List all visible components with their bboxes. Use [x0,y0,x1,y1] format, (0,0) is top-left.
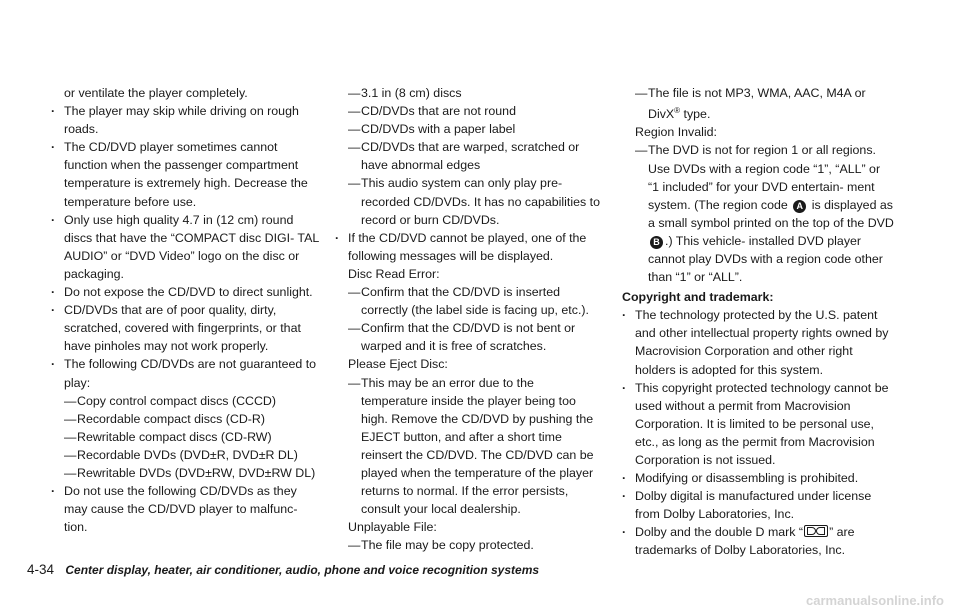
dash-item: — This audio system can only play pre- recorded CD/DVDs. It has no capabilities to record or burn CD/DVDs. [335,174,603,228]
dash-item: — Rewritable compact discs (CD-RW) [51,428,319,446]
bullet-item: . Do not use the following CD/DVDs as they may cause the CD/DVD player to malfunc- tion. [51,482,319,536]
dash-item: — Recordable compact discs (CD-R) [51,410,319,428]
dash-item: — Recordable DVDs (DVD±R, DVD±R DL) [51,446,319,464]
dash-item: — Rewritable DVDs (DVD±RW, DVD±RW DL) [51,464,319,482]
page-footer [27,562,539,577]
message-label: Region Invalid: [635,125,717,140]
bullet-item: . Dolby digital is manufactured under license from Dolby Laboratories, Inc. [622,487,894,523]
bullet-item: . The technology protected by the U.S. patent and other intellectual property rights owned by Macrovision Corporation and other right holders is adopted for this system. [622,306,894,378]
dash-item: — Confirm that the CD/DVD is not bent or warped and it is free of scratches. [335,319,603,355]
dash-item: — The file may be copy protected. [335,536,603,554]
dash-item: — CD/DVDs that are warped, scratched or have abnormal edges [335,138,603,174]
bullet-item: . The CD/DVD player sometimes cannot function when the passenger compartment temperature is extremely high. Decrease the temperature before use. [51,138,319,210]
dash-item: — 3.1 in (8 cm) discs [335,84,603,102]
bullet-text: Dolby and the double D mark “ [635,525,804,540]
bullet-item [622,523,894,559]
bullet-item: . Do not expose the CD/DVD to direct sunlight. [51,283,319,301]
dash-text: is displayed as a small symbol printed on the top of the DVD [648,197,894,230]
bullet-item: . The following CD/DVDs are not guaranteed to play: [51,355,319,391]
region-code-marker-a-icon: A [793,200,806,213]
page-number: 4-34 [27,562,55,577]
bullet-item: . Modifying or disassembling is prohibited. [622,469,894,487]
bullet-item: . The player may skip while driving on rough roads. [51,102,319,138]
bullet-item: . Only use high quality 4.7 in (12 cm) round discs that have the “COMPACT disc DIGI- TAL AUDIO” or “DVD Video” logo on the disc or packaging. [51,211,319,283]
dolby-double-d-icon [804,525,828,537]
dash-text: type. [680,107,711,122]
section-heading: Copyright and trademark: [622,290,774,305]
dash-item: — CD/DVDs with a paper label [335,120,603,138]
paragraph-continuation: or ventilate the player completely. [64,86,248,100]
dash-item [622,141,894,286]
dash-text: .) This vehicle- installed DVD player cannot play DVDs with a region code other than “1” or “ALL”. [648,233,883,285]
dash-item: — This may be an error due to the temperature inside the player being too high. Remove the CD/DVD by pushing the EJECT button, and after a short time reinsert the CD/DVD. The CD/DVD can be played when the temperature of the player returns to normal. If the error persists, consult your local dealership. [335,374,603,519]
registered-mark: ® [674,106,681,116]
dash-item: — Confirm that the CD/DVD is inserted correctly (the label side is facing up, etc.). [335,283,603,319]
bullet-text: ” are trademarks of Dolby Laboratories, Inc. [635,525,855,558]
bullet-item: . CD/DVDs that are of poor quality, dirty, scratched, covered with fingerprints, or that have pinholes may not work properly. [51,301,319,355]
watermark: carmanualsonline.info [806,593,944,608]
message-label: Disc Read Error: [348,266,440,281]
column-right [622,84,894,560]
dash-item: — CD/DVDs that are not round [335,102,603,120]
dash-text: The file is not MP3, WMA, AAC, M4A or DivX [648,86,866,122]
message-label: Unplayable File: [348,520,437,535]
column-middle [335,84,603,554]
bullet-item: . This copyright protected technology cannot be used without a permit from Macrovision Corporation. It is limited to be personal use, etc., as long as the permit from Macrovision Corporation is not issued. [622,379,894,469]
message-label: Please Eject Disc: [348,357,448,372]
region-code-marker-b-icon: B [650,236,663,249]
column-left [51,84,319,536]
footer-title: Center display, heater, air conditioner, audio, phone and voice recognition systems [65,563,540,577]
dash-item: — Copy control compact discs (CCCD) [51,392,319,410]
dash-item [622,84,894,123]
dash-text: The DVD is not for region 1 or all regions. Use DVDs with a region code “1”, “ALL” or “1 included” for your DVD entertain- ment system. (The region code [648,143,881,212]
bullet-item: . If the CD/DVD cannot be played, one of the following messages will be displayed. [335,229,603,265]
